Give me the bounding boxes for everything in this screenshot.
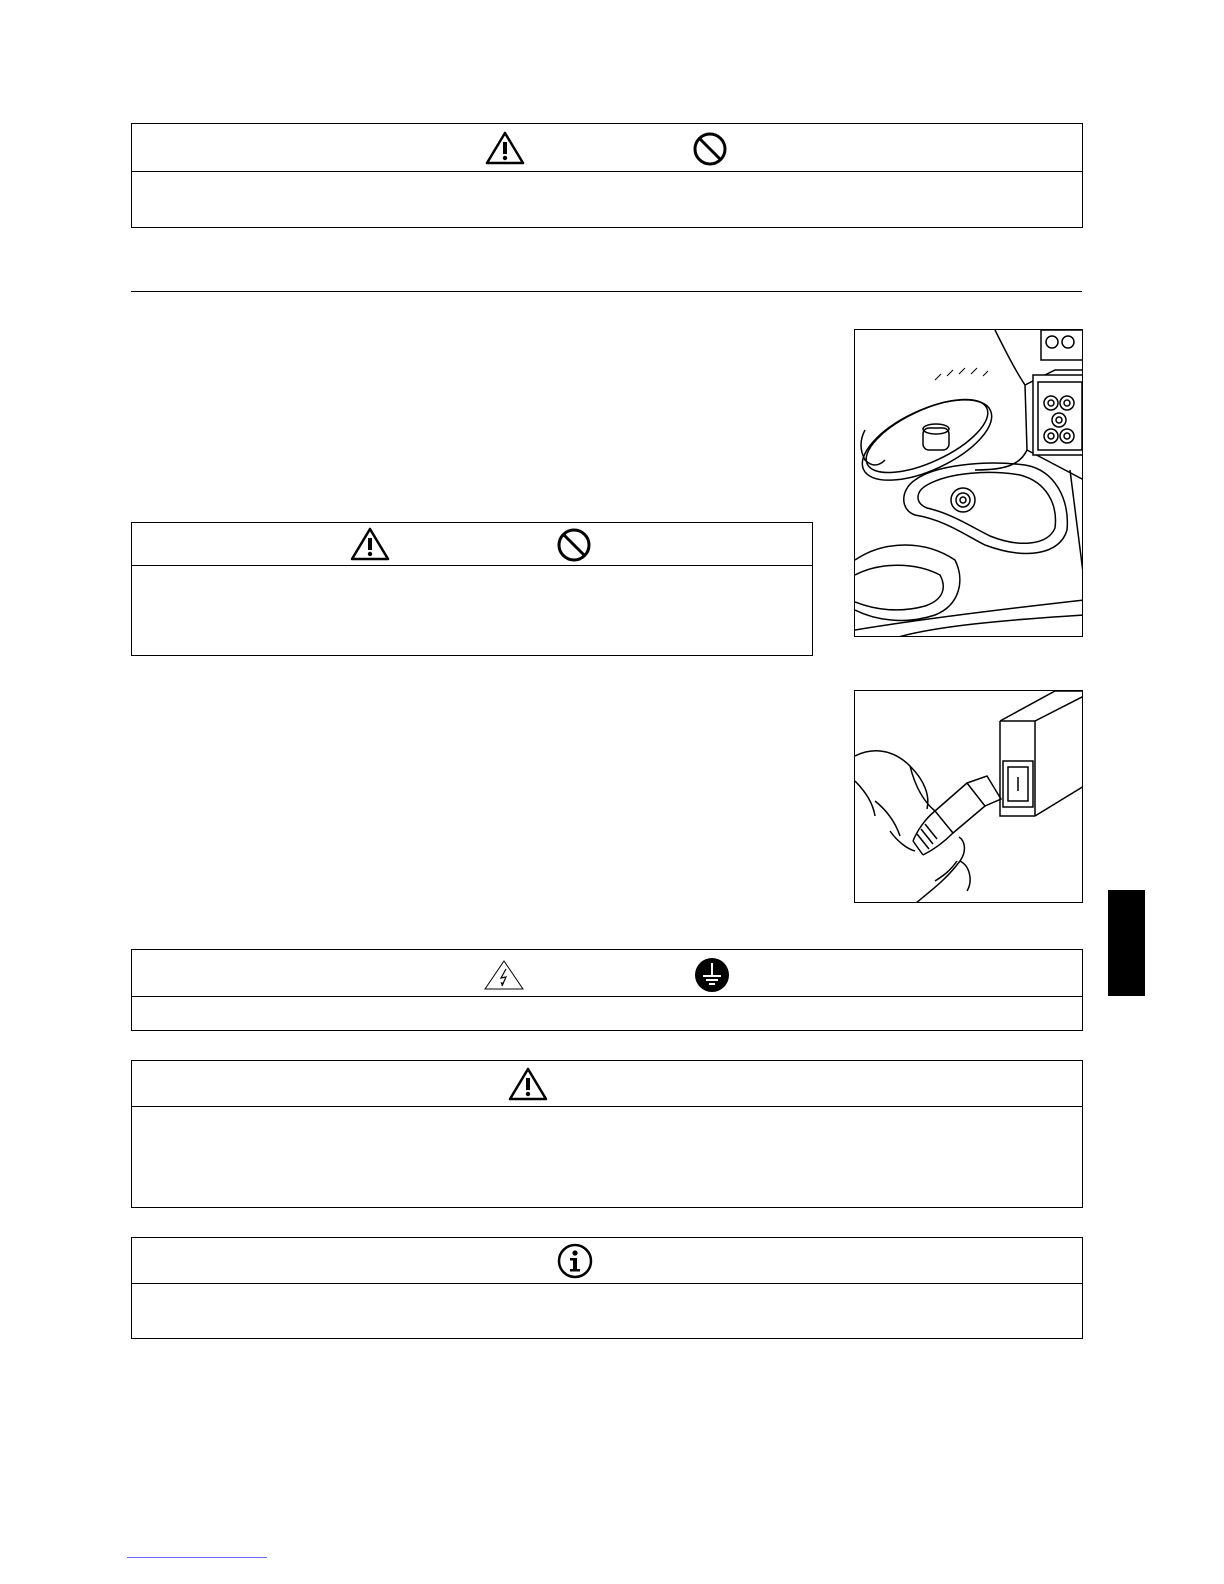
figure-power-connector [854,690,1083,903]
warning-box-1-header [132,124,1082,172]
warning-box-4-header [132,1061,1082,1107]
section-divider [131,291,1082,292]
footnote-rule [127,1557,267,1558]
warning-triangle-icon [508,1067,548,1101]
info-box [131,1237,1083,1339]
warning-box-2 [131,522,813,656]
info-box-header [132,1238,1082,1284]
ground-earth-icon [694,957,730,993]
warning-box-3 [131,949,1083,1031]
section-side-tab [1108,890,1145,996]
warning-triangle-icon [350,527,390,561]
figure-battery-compartment [854,329,1083,637]
prohibition-icon [692,131,728,167]
scooter-battery-compartment-illustration [855,330,1083,637]
electric-shock-warning-icon [484,960,524,990]
hand-plugging-power-connector-illustration [855,691,1083,903]
warning-box-3-header [132,950,1082,997]
prohibition-icon [556,527,592,563]
warning-box-1 [131,123,1083,228]
warning-triangle-icon [485,131,525,165]
warning-box-2-header [132,523,812,566]
information-icon [557,1243,593,1279]
warning-box-4 [131,1060,1083,1208]
